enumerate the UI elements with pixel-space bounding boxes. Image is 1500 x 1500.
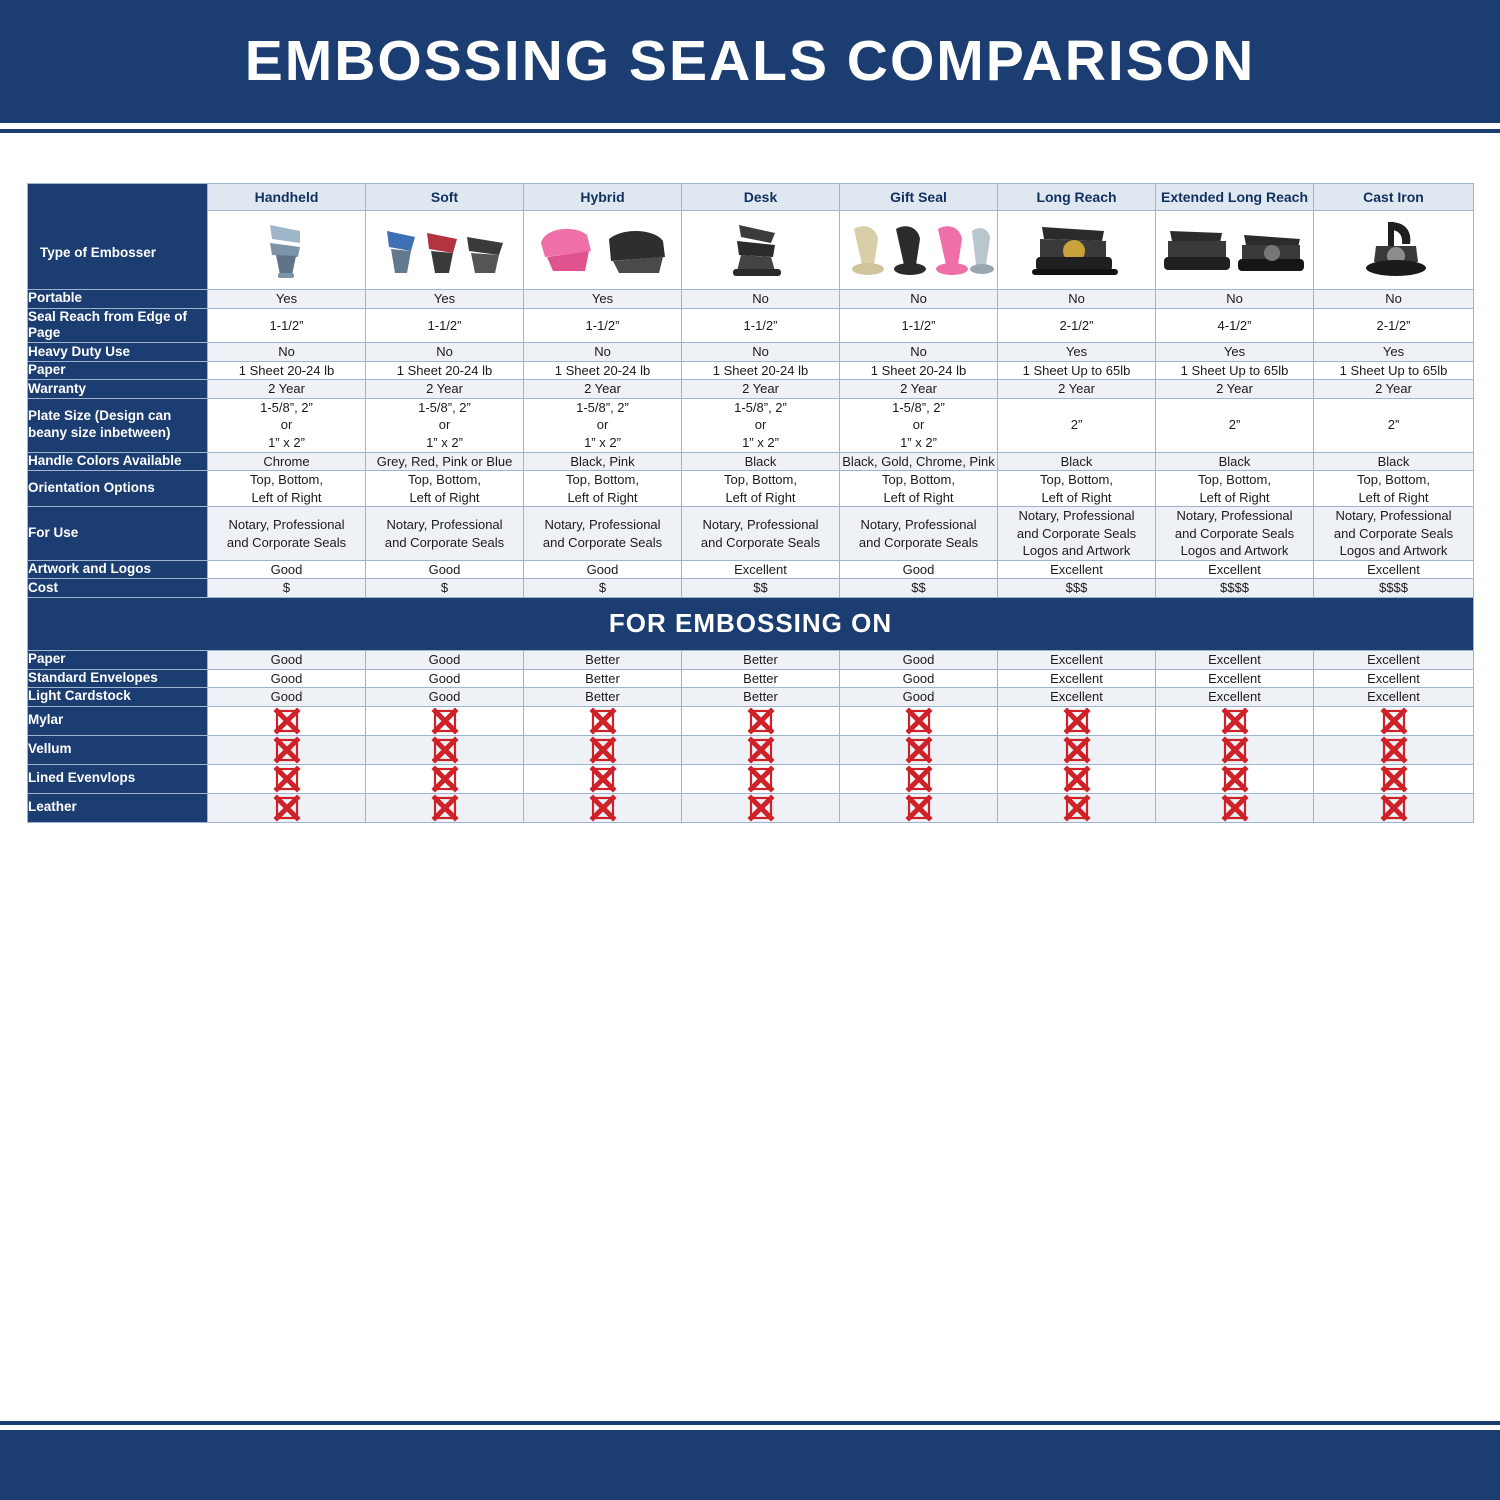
cell: No (524, 343, 682, 362)
cross-icon (366, 793, 524, 822)
footer-band (0, 1430, 1500, 1500)
cell: Top, Bottom, Left of Right (208, 471, 366, 507)
hybrid-embosser-icon (524, 211, 682, 290)
cross-icon (1156, 764, 1314, 793)
cell: Black (1156, 452, 1314, 471)
cell: 4-1/2” (1156, 308, 1314, 343)
table-row (28, 793, 1474, 822)
cell: 1 Sheet 20-24 lb (524, 361, 682, 380)
table-row (28, 380, 1474, 399)
cell: Excellent (1314, 650, 1474, 669)
table-row (28, 507, 1474, 561)
table-header-row (28, 184, 1474, 211)
cross-icon (524, 793, 682, 822)
row-label-portable: Portable (28, 290, 208, 309)
column-header-desk: Desk (682, 184, 840, 211)
cell: 2” (1156, 398, 1314, 452)
comparison-table (27, 183, 1474, 823)
cell: Top, Bottom, Left of Right (682, 471, 840, 507)
cell: 2” (998, 398, 1156, 452)
cross-icon (998, 735, 1156, 764)
cell: Excellent (998, 560, 1156, 579)
cell: 1-5/8”, 2” or 1” x 2” (366, 398, 524, 452)
cell: No (682, 343, 840, 362)
handheld-embosser-icon (208, 211, 366, 290)
cell: $ (366, 579, 524, 598)
cell: Chrome (208, 452, 366, 471)
cell: $$$ (998, 579, 1156, 598)
cross-icon (524, 706, 682, 735)
cell: Good (366, 560, 524, 579)
header-divider-secondary (0, 129, 1500, 133)
cell: Excellent (1314, 560, 1474, 579)
footer-divider-secondary (0, 1421, 1500, 1425)
cell: Black, Gold, Chrome, Pink (840, 452, 998, 471)
cell: Good (840, 669, 998, 688)
cell: Excellent (1314, 688, 1474, 707)
cell: 1-5/8”, 2” or 1” x 2” (524, 398, 682, 452)
cell: Notary, Professional and Corporate Seals (208, 507, 366, 561)
row-label-standard-envelopes: Standard Envelopes (28, 669, 208, 688)
cell: Grey, Red, Pink or Blue (366, 452, 524, 471)
cross-icon (1156, 706, 1314, 735)
row-label-light-cardstock: Light Cardstock (28, 688, 208, 707)
row-label-plate-size-design-can-beany-size-inbetween: Plate Size (Design can beany size inbetween) (28, 398, 208, 452)
row-label-orientation-options: Orientation Options (28, 471, 208, 507)
cell: Yes (1314, 343, 1474, 362)
cross-icon (208, 764, 366, 793)
cross-icon (998, 706, 1156, 735)
cell: Excellent (1156, 650, 1314, 669)
row-label-leather: Leather (28, 793, 208, 822)
cell: No (208, 343, 366, 362)
cell: 1-1/2” (208, 308, 366, 343)
cross-icon (524, 735, 682, 764)
cell: Good (366, 688, 524, 707)
cell: 1-5/8”, 2” or 1” x 2” (840, 398, 998, 452)
cross-icon (1156, 793, 1314, 822)
table-row (28, 560, 1474, 579)
cell: Good (840, 688, 998, 707)
row-label-lined-evenvlops: Lined Evenvlops (28, 764, 208, 793)
cell: 1 Sheet Up to 65lb (998, 361, 1156, 380)
cell: 2” (1314, 398, 1474, 452)
cell: Better (524, 688, 682, 707)
cell: Yes (1156, 343, 1314, 362)
row-label-seal-reach-from-edge-of-page: Seal Reach from Edge of Page (28, 308, 208, 343)
cell: 1-1/2” (682, 308, 840, 343)
cell: Notary, Professional and Corporate Seals (840, 507, 998, 561)
cell: 2 Year (1314, 380, 1474, 399)
column-header-soft: Soft (366, 184, 524, 211)
cross-icon (998, 764, 1156, 793)
cell: Better (682, 688, 840, 707)
column-header-handheld: Handheld (208, 184, 366, 211)
cell: 2 Year (366, 380, 524, 399)
column-header-cast-iron: Cast Iron (1314, 184, 1474, 211)
cell: Excellent (1314, 669, 1474, 688)
cell: 1 Sheet 20-24 lb (682, 361, 840, 380)
cell: 1 Sheet Up to 65lb (1314, 361, 1474, 380)
cell: Top, Bottom, Left of Right (1156, 471, 1314, 507)
cell: Excellent (998, 688, 1156, 707)
cell: No (682, 290, 840, 309)
cell: Excellent (1156, 669, 1314, 688)
cell: 1 Sheet 20-24 lb (208, 361, 366, 380)
page-title: EMBOSSING SEALS COMPARISON (244, 29, 1256, 93)
row-label-for-use: For Use (28, 507, 208, 561)
cross-icon (366, 706, 524, 735)
table-row (28, 764, 1474, 793)
cell: Good (840, 650, 998, 669)
cell: Better (682, 669, 840, 688)
cell: $ (208, 579, 366, 598)
row-label-artwork-and-logos: Artwork and Logos (28, 560, 208, 579)
cell: 1-1/2” (524, 308, 682, 343)
table-row (28, 308, 1474, 343)
cell: Good (208, 688, 366, 707)
row-label-cost: Cost (28, 579, 208, 598)
row-label-warranty: Warranty (28, 380, 208, 399)
cell: 2 Year (208, 380, 366, 399)
cell: Good (208, 669, 366, 688)
cross-icon (208, 706, 366, 735)
cell: Good (840, 560, 998, 579)
cross-icon (840, 764, 998, 793)
cell: No (366, 343, 524, 362)
cell: $$ (682, 579, 840, 598)
cell: 2-1/2” (1314, 308, 1474, 343)
cell: 2 Year (998, 380, 1156, 399)
cell: Good (524, 560, 682, 579)
cell: Good (208, 560, 366, 579)
table-row (28, 706, 1474, 735)
cell: Top, Bottom, Left of Right (366, 471, 524, 507)
cell: Excellent (682, 560, 840, 579)
cell: Black (998, 452, 1156, 471)
cell: 2 Year (1156, 380, 1314, 399)
cross-icon (366, 764, 524, 793)
cell: 1-5/8”, 2” or 1” x 2” (682, 398, 840, 452)
cell: Excellent (1156, 688, 1314, 707)
cell: No (998, 290, 1156, 309)
cross-icon (524, 764, 682, 793)
table-row (28, 669, 1474, 688)
cross-icon (1314, 793, 1474, 822)
cell: Good (366, 669, 524, 688)
cross-icon (998, 793, 1156, 822)
table-row (28, 579, 1474, 598)
column-header-extended-long-reach: Extended Long Reach (1156, 184, 1314, 211)
soft-embosser-icon (366, 211, 524, 290)
cross-icon (1314, 735, 1474, 764)
cell: 1 Sheet 20-24 lb (840, 361, 998, 380)
cell: $$$$ (1156, 579, 1314, 598)
table-row (28, 290, 1474, 309)
comparison-table-body (28, 184, 1474, 823)
cross-icon (840, 706, 998, 735)
cross-icon (682, 735, 840, 764)
table-row (28, 343, 1474, 362)
cell: No (840, 343, 998, 362)
cell: 1-1/2” (840, 308, 998, 343)
cell: No (1314, 290, 1474, 309)
cross-icon (840, 735, 998, 764)
long-reach-embosser-icon (998, 211, 1156, 290)
cell: Black (1314, 452, 1474, 471)
cell: Notary, Professional and Corporate Seals (366, 507, 524, 561)
cell: $$ (840, 579, 998, 598)
cell: Top, Bottom, Left of Right (1314, 471, 1474, 507)
cross-icon (682, 764, 840, 793)
cell: 2 Year (840, 380, 998, 399)
cell: Notary, Professional and Corporate Seals Logos and Artwork (1156, 507, 1314, 561)
cell: Top, Bottom, Left of Right (998, 471, 1156, 507)
gift-seal-embosser-icon (840, 211, 998, 290)
cell: Black, Pink (524, 452, 682, 471)
column-header-hybrid: Hybrid (524, 184, 682, 211)
table-row (28, 361, 1474, 380)
row-label-paper: Paper (28, 650, 208, 669)
row-label-heavy-duty-use: Heavy Duty Use (28, 343, 208, 362)
cell: 1 Sheet Up to 65lb (1156, 361, 1314, 380)
row-label-mylar: Mylar (28, 706, 208, 735)
cell: Notary, Professional and Corporate Seals Logos and Artwork (998, 507, 1156, 561)
cell: Top, Bottom, Left of Right (840, 471, 998, 507)
section-banner-row (28, 597, 1474, 650)
cell: Notary, Professional and Corporate Seals (524, 507, 682, 561)
cell: Excellent (998, 650, 1156, 669)
row-label-type-of-embosser: Type of Embosser (28, 184, 208, 290)
cell: $$$$ (1314, 579, 1474, 598)
table-row (28, 735, 1474, 764)
cell: Yes (208, 290, 366, 309)
extended-long-reach-embosser-icon (1156, 211, 1314, 290)
cell: Yes (524, 290, 682, 309)
row-label-vellum: Vellum (28, 735, 208, 764)
cross-icon (208, 735, 366, 764)
row-label-paper: Paper (28, 361, 208, 380)
cell: 2 Year (682, 380, 840, 399)
cell: 1-1/2” (366, 308, 524, 343)
cell: Better (524, 650, 682, 669)
cell: No (840, 290, 998, 309)
table-row (28, 398, 1474, 452)
column-header-gift-seal: Gift Seal (840, 184, 998, 211)
comparison-table-wrap (27, 183, 1473, 823)
desk-embosser-icon (682, 211, 840, 290)
cell: Black (682, 452, 840, 471)
cell: 1 Sheet 20-24 lb (366, 361, 524, 380)
cell: Yes (998, 343, 1156, 362)
cell: Notary, Professional and Corporate Seals Logos and Artwork (1314, 507, 1474, 561)
embosser-image-row (28, 211, 1474, 290)
table-row (28, 688, 1474, 707)
column-header-long-reach: Long Reach (998, 184, 1156, 211)
cross-icon (1156, 735, 1314, 764)
table-row (28, 650, 1474, 669)
cell: Good (366, 650, 524, 669)
cell: Excellent (1156, 560, 1314, 579)
cell: Excellent (998, 669, 1156, 688)
cross-icon (1314, 764, 1474, 793)
cell: 2 Year (524, 380, 682, 399)
cross-icon (682, 793, 840, 822)
cell: $ (524, 579, 682, 598)
cell: Top, Bottom, Left of Right (524, 471, 682, 507)
cross-icon (208, 793, 366, 822)
cell: Good (208, 650, 366, 669)
header-band (0, 0, 1500, 123)
cell: 2-1/2” (998, 308, 1156, 343)
table-row (28, 471, 1474, 507)
cross-icon (682, 706, 840, 735)
cross-icon (1314, 706, 1474, 735)
cell: Better (524, 669, 682, 688)
cell: No (1156, 290, 1314, 309)
table-row (28, 452, 1474, 471)
cross-icon (840, 793, 998, 822)
cross-icon (366, 735, 524, 764)
cell: Yes (366, 290, 524, 309)
cell: Notary, Professional and Corporate Seals (682, 507, 840, 561)
row-label-handle-colors-available: Handle Colors Available (28, 452, 208, 471)
cast-iron-embosser-icon (1314, 211, 1474, 290)
cell: 1-5/8”, 2” or 1” x 2” (208, 398, 366, 452)
cell: Better (682, 650, 840, 669)
section-banner-for-embossing-on: FOR EMBOSSING ON (28, 597, 1474, 650)
